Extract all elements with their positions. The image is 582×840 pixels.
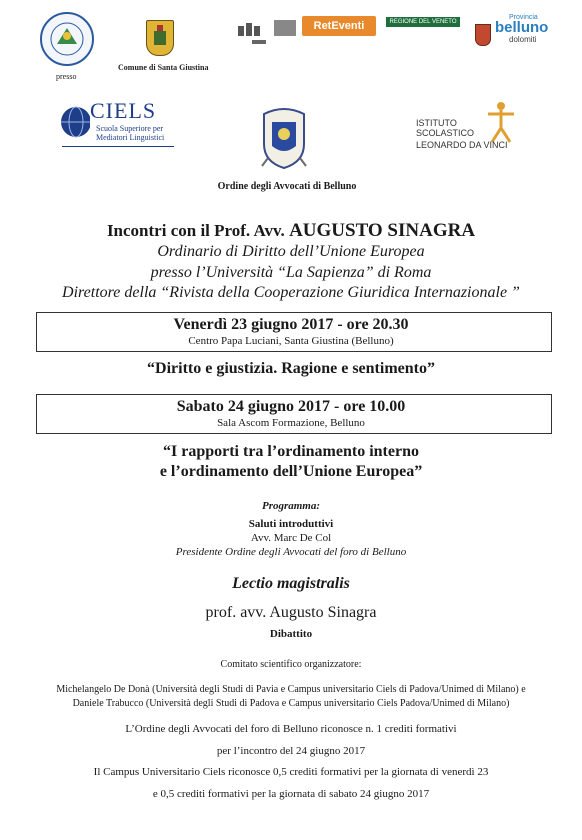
comune-label: Comune di Santa Giustina [118, 63, 209, 72]
comitato-line1: Michelangelo De Donà (Università degli Studi di Pavia e Campus universitario Ciels di Padova/Unimed di Milano) e [56, 684, 526, 695]
ciels-underline [62, 146, 174, 147]
provincia-top-label: Provincia [509, 14, 538, 21]
provincia-belluno-logo [495, 14, 565, 48]
reteventi-logo [302, 16, 376, 36]
comitato-line2: Daniele Trabucco (Università degli Studi di Padova e Campus universitario Ciels Padova/Unimed di Milano) [72, 698, 510, 709]
speaker-role3: Direttore della “Rivista della Cooperazione Giuridica Internazionale ” [62, 284, 520, 301]
istituto-line1: ISTITUTO [416, 118, 457, 128]
event2-place: Sala Ascom Formazione, Belluno [217, 417, 365, 429]
speaker-name: AUGUSTO SINAGRA [289, 220, 476, 241]
speaker-heading [0, 220, 582, 242]
speaker-role1: Ordinario di Diritto dell’Unione Europea [157, 243, 425, 260]
event2-date: Sabato 24 giugno 2017 - ore 10.00 [176, 398, 406, 415]
programma-heading: Programma: [261, 500, 321, 512]
presso-label: presso [56, 72, 77, 81]
ciels-logo [60, 100, 180, 152]
centro-papa-luciani-seal [40, 12, 94, 66]
event2-title1: “I rapporti tra l’ordinamento interno [163, 443, 419, 460]
crediti-line1: L’Ordine degli Avvocati del foro di Belluno riconosce n. 1 crediti formativi [125, 723, 457, 735]
istituto-line3: LEONARDO DA VINCI [416, 140, 508, 150]
istituto-line2: SCOLASTICO [416, 128, 475, 138]
regione-veneto-logo [386, 17, 460, 27]
ciels-name: CIELS [90, 98, 157, 123]
ordine-label: Ordine degli Avvocati di Belluno [217, 181, 357, 192]
partner-logo-group [238, 18, 298, 46]
santa-giustina-crest [146, 20, 174, 56]
ciels-line2: Mediatori Linguistici [96, 133, 165, 142]
provincia-crest [475, 24, 491, 46]
ordine-avvocati-crest [258, 106, 310, 170]
reteventi-text: RetEventi [313, 20, 365, 32]
seal-emblem-icon [42, 14, 92, 64]
crediti-line2: per l’incontro del 24 giugno 2017 [216, 745, 366, 757]
ordine-crest-icon [258, 106, 310, 170]
lectio-heading: Lectio magistralis [232, 575, 350, 592]
event2-title2: e l’ordinamento dell’Unione Europea” [159, 463, 423, 480]
partner-logo-icon [238, 18, 298, 46]
event1-place: Centro Papa Luciani, Santa Giustina (Belluno) [188, 335, 394, 347]
ciels-line1: Scuola Superiore per [96, 124, 164, 133]
provincia-sub-label: dolomiti [509, 35, 537, 44]
crediti-line4: e 0,5 crediti formativi per la giornata di sabato 24 giugno 2017 [152, 788, 430, 800]
crediti-line3: Il Campus Universitario Ciels riconosce 0,5 crediti formativi per la giornata di venerdì 23 [93, 766, 489, 778]
saluti-role: Presidente Ordine degli Avvocati del foro di Belluno [175, 546, 407, 558]
vitruvian-figure-icon [484, 100, 518, 144]
comitato-heading: Comitato scientifico organizzatore: [220, 659, 362, 670]
saluti-heading: Saluti introduttivi [248, 518, 334, 530]
event1-date: Venerdì 23 giugno 2017 - ore 20.30 [173, 316, 409, 333]
istituto-leonardo-logo [412, 100, 522, 156]
ciels-globe-icon [60, 104, 90, 144]
lectio-who: prof. avv. Augusto Sinagra [205, 604, 377, 621]
provincia-name-label: belluno [495, 19, 549, 36]
event1-title: “Diritto e giustizia. Ragione e sentimento” [147, 360, 435, 377]
regione-veneto-text: REGIONE DEL VENETO [389, 19, 457, 25]
saluti-who: Avv. Marc De Col [250, 532, 332, 544]
speaker-role2: presso l’Università “La Sapienza” di Roma [150, 264, 432, 281]
crest-icon [147, 21, 173, 55]
dibattito-label: Dibattito [269, 628, 313, 640]
speaker-intro: Incontri con il Prof. Avv. [106, 221, 285, 240]
